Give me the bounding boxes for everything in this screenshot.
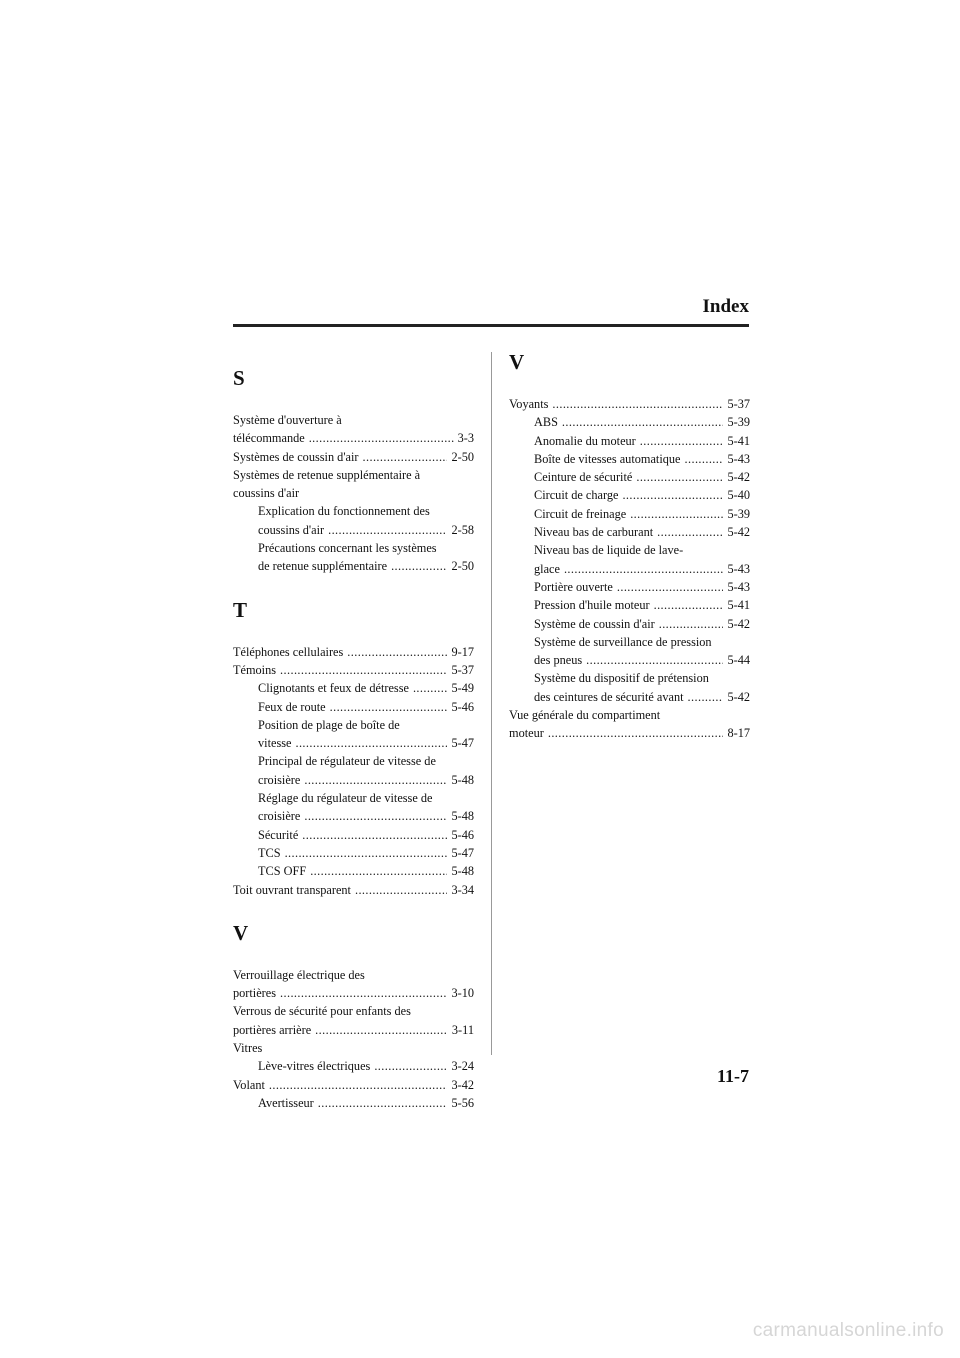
index-entry[interactable] [233, 1002, 474, 1039]
index-entry-text: Systèmes de coussin d'air [233, 449, 359, 464]
index-entry-text: Verrouillage électrique des [233, 967, 365, 982]
index-entry-text: Position de plage de boîte de [258, 717, 400, 732]
index-entry-page: 5-56 [451, 1095, 474, 1110]
index-entry-page: 5-47 [451, 736, 474, 751]
index-entry-text: TCS [258, 845, 281, 860]
index-entry-page: 5-48 [451, 864, 474, 879]
index-entry-page: 5-43 [727, 579, 750, 594]
index-entry-text: Réglage du régulateur de vitesse de [258, 791, 433, 806]
index-entry-text: ABS [534, 415, 558, 430]
index-entry-page: 5-37 [451, 662, 474, 677]
index-entry[interactable] [509, 395, 750, 413]
leader-dots [318, 1094, 448, 1112]
index-entry-page: 5-42 [727, 616, 750, 631]
index-entry-text: croisière [258, 809, 301, 824]
index-subentry[interactable] [233, 1094, 474, 1112]
leader-dots [330, 698, 448, 716]
index-subentry[interactable] [509, 468, 750, 486]
leader-dots [617, 578, 724, 596]
index-subentry[interactable] [509, 413, 750, 431]
index-entry[interactable] [233, 661, 474, 679]
index-entry-page: 5-46 [451, 827, 474, 842]
leader-dots [562, 413, 724, 431]
index-entry-text: Anomalie du moteur [534, 433, 636, 448]
index-entry-page: 3-3 [457, 431, 474, 446]
index-entry-page: 9-17 [451, 644, 474, 659]
index-entry-page: 5-43 [727, 561, 750, 576]
index-entry-page: 5-41 [727, 433, 750, 448]
index-subentry[interactable] [509, 541, 750, 578]
index-subentry[interactable] [509, 596, 750, 614]
header-rule [233, 324, 749, 327]
index-entry-page: 5-42 [727, 525, 750, 540]
index-subentry[interactable] [509, 633, 750, 670]
index-entry-page: 5-39 [727, 415, 750, 430]
leader-dots [688, 688, 724, 706]
index-entry-page: 3-34 [451, 882, 474, 897]
leader-dots [269, 1076, 448, 1094]
index-entry-text: Ceinture de sécurité [534, 470, 633, 485]
index-entry-text: moteur [509, 726, 544, 741]
leader-dots [636, 468, 723, 486]
index-subentry[interactable] [509, 432, 750, 450]
index-entry-page: 5-47 [451, 845, 474, 860]
index-entry-text: Système de surveillance de pression [534, 634, 712, 649]
index-entry-text: Voyants [509, 397, 549, 411]
leader-dots [309, 429, 454, 447]
section-letter-t: T [233, 597, 248, 622]
index-subentry[interactable] [509, 615, 750, 633]
leader-dots [413, 679, 448, 697]
leader-dots [363, 448, 448, 466]
index-entry-text: Feux de route [258, 699, 326, 714]
index-entry-text: TCS OFF [258, 864, 307, 879]
leader-dots [586, 651, 723, 669]
index-subentry[interactable] [233, 844, 474, 862]
index-entry-page: 5-43 [727, 451, 750, 466]
index-entry-page: 5-42 [727, 689, 750, 704]
section-letter-v: V [233, 920, 249, 945]
leader-dots [552, 395, 723, 413]
leader-dots [659, 615, 724, 633]
index-entry-page: 5-37 [727, 397, 750, 411]
index-entry-text: Système d'ouverture à [233, 413, 342, 427]
index-entry-page: 2-50 [451, 449, 474, 464]
leader-dots [328, 521, 447, 539]
index-subentry[interactable] [509, 523, 750, 541]
index-entry-text: Précautions concernant les systèmes [258, 541, 437, 556]
index-entry[interactable] [509, 706, 750, 743]
index-subentry[interactable] [233, 716, 474, 753]
index-subentry[interactable] [509, 505, 750, 523]
index-entry-page: 3-11 [451, 1022, 474, 1037]
watermark-text: carmanualsonline.info [752, 1320, 944, 1341]
index-entry-page: 2-58 [451, 522, 474, 537]
index-entry-text: Avertisseur [258, 1095, 314, 1110]
index-subentry[interactable] [509, 669, 750, 706]
index-entry-text: glace [534, 561, 560, 576]
index-entry-page: 2-50 [451, 559, 474, 574]
leader-dots [654, 596, 724, 614]
index-right-column [509, 346, 750, 743]
index-subentry[interactable] [509, 450, 750, 468]
index-entry-page: 5-39 [727, 506, 750, 521]
leader-dots [640, 432, 724, 450]
index-entry-text: Sécurité [258, 827, 299, 842]
index-entry-text: portières [233, 986, 277, 1001]
index-entry-text: Téléphones cellulaires [233, 644, 344, 659]
index-entry-text: portières arrière [233, 1022, 312, 1037]
index-entry[interactable] [233, 466, 474, 503]
index-entry-text: Niveau bas de carburant [534, 525, 654, 540]
index-entry[interactable] [233, 966, 474, 1003]
index-entry-page: 5-46 [451, 699, 474, 714]
leader-dots [374, 1057, 447, 1075]
leader-dots [304, 807, 447, 825]
index-entry-text: Vue générale du compartiment [509, 708, 661, 723]
index-subentry[interactable] [233, 1057, 474, 1075]
leader-dots [304, 771, 447, 789]
leader-dots [355, 881, 447, 899]
index-entry-page: 5-48 [451, 809, 474, 824]
index-entry-text: Portière ouverte [534, 579, 613, 594]
index-subentry[interactable] [509, 578, 750, 596]
index-subentry[interactable] [233, 502, 474, 539]
leader-dots [391, 557, 447, 575]
index-subentry[interactable] [509, 486, 750, 504]
leader-dots [685, 450, 724, 468]
page-number: 11-7 [716, 1066, 749, 1086]
index-entry-page: 8-17 [727, 726, 750, 741]
leader-dots [280, 984, 447, 1002]
index-entry-text: Pression d'huile moteur [534, 598, 650, 613]
leader-dots [310, 862, 447, 880]
index-entry-text: Systèmes de retenue supplémentaire à [233, 467, 421, 482]
index-entry-text: des pneus [534, 653, 583, 668]
index-subentry[interactable] [233, 539, 474, 576]
index-entry-page: 3-42 [451, 1077, 474, 1092]
index-entry[interactable] [233, 1039, 474, 1057]
index-entry-page: 5-41 [727, 598, 750, 613]
index-entry-text: Principal de régulateur de vitesse de [258, 754, 436, 769]
index-entry-page: 5-42 [727, 470, 750, 485]
index-entry-text: Boîte de vitesses automatique [534, 451, 681, 466]
index-entry-text: Système de coussin d'air [534, 616, 655, 631]
index-entry[interactable] [233, 411, 474, 448]
leader-dots [564, 560, 724, 578]
index-entry-text: Lève-vitres électriques [258, 1059, 371, 1074]
leader-dots [622, 486, 723, 504]
leader-dots [347, 643, 447, 661]
section-letter-s: S [233, 366, 245, 390]
index-entry[interactable] [233, 448, 474, 466]
index-subentry[interactable] [233, 698, 474, 716]
leader-dots [630, 505, 723, 523]
page-header-title: Index [702, 296, 749, 317]
index-entry-page: 5-44 [727, 653, 750, 668]
index-subentry[interactable] [233, 679, 474, 697]
index-entry-text: télécommande [233, 431, 305, 446]
leader-dots [280, 661, 447, 679]
index-entry-text: Volant [233, 1077, 265, 1092]
index-entry[interactable] [233, 881, 474, 899]
index-subentry[interactable] [233, 789, 474, 826]
index-entry-page: 3-10 [451, 986, 474, 1001]
index-entry-page: 5-40 [727, 488, 750, 503]
index-entry-text: Clignotants et feux de détresse [258, 681, 409, 696]
index-entry-text: Toit ouvrant transparent [233, 882, 351, 897]
index-entry-text: Témoins [233, 662, 277, 677]
index-entry-text: croisière [258, 772, 301, 787]
index-subentry[interactable] [233, 826, 474, 844]
index-entry-text: Niveau bas de liquide de lave- [534, 543, 684, 558]
index-entry-text: de retenue supplémentaire [258, 559, 388, 574]
index-entry-page: 5-48 [451, 772, 474, 787]
index-entry-page: 3-24 [451, 1059, 474, 1074]
index-entry-text: Explication du fonctionnement des [258, 504, 430, 519]
index-entry-text: coussins d'air [258, 522, 325, 537]
index-entry-text: vitesse [258, 736, 292, 751]
leader-dots [285, 844, 448, 862]
index-subentry[interactable] [233, 862, 474, 880]
index-entry-text: coussins d'air [233, 486, 300, 501]
index-entry-text: Circuit de freinage [534, 506, 627, 521]
leader-dots [315, 1021, 448, 1039]
index-entry-text: Circuit de charge [534, 488, 619, 503]
leader-dots [295, 734, 447, 752]
section-letter-v: V [509, 350, 525, 374]
leader-dots [657, 523, 723, 541]
index-entry-page: 5-49 [451, 681, 474, 696]
leader-dots [302, 826, 447, 844]
index-entry[interactable] [233, 643, 474, 661]
index-entry-text: Système du dispositif de prétension [534, 671, 709, 686]
index-entry-text: Vitres [233, 1041, 263, 1056]
index-entry-text: des ceintures de sécurité avant [534, 689, 684, 704]
index-left-column [233, 362, 474, 1112]
index-entry-text: Verrous de sécurité pour enfants des [233, 1004, 411, 1019]
column-divider [491, 352, 492, 1055]
leader-dots [548, 724, 724, 742]
index-entry[interactable] [233, 1076, 474, 1094]
index-subentry[interactable] [233, 752, 474, 789]
